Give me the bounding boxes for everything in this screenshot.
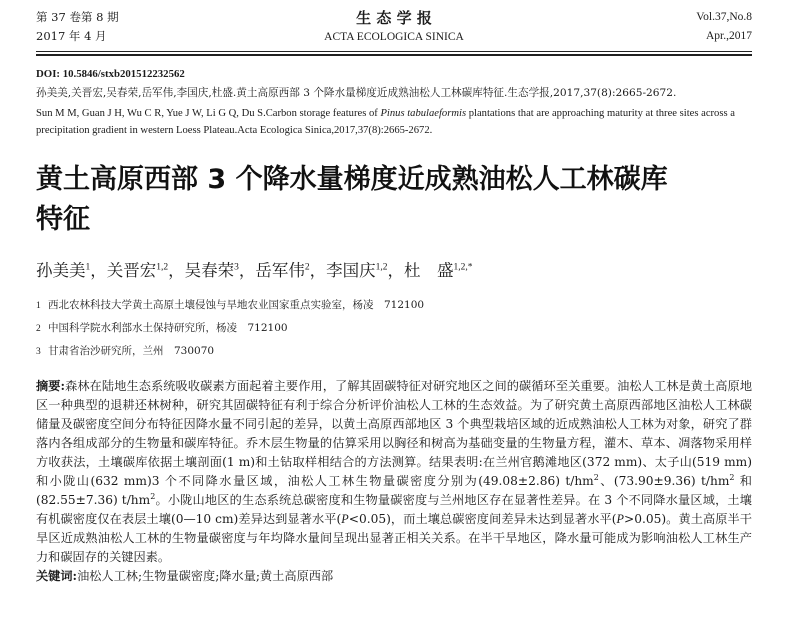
abstract bbox=[36, 377, 752, 586]
abstract-text-segment: >0.05)。黄土高原半干旱区近成熟油松人工林的生物量碳密度与年均降水量间呈现出显著正相关关系。在半干旱地区，降水量可能成为影响油松人工林生产力和碳固存的关键因素。 bbox=[36, 512, 752, 564]
author-name: 孙美美 bbox=[36, 261, 86, 280]
header-right bbox=[696, 8, 752, 46]
header-rule-thin bbox=[36, 51, 752, 52]
volume-number-en: Vol.37,No.8 bbox=[696, 11, 752, 23]
abstract-superscript: 2 bbox=[593, 472, 599, 482]
abstract-text-segment: 和(82.55±7.36) t/hm bbox=[36, 474, 752, 507]
abstract-superscript: 2 bbox=[729, 472, 735, 482]
abstract-text-segment: <0.05)，而土壤总碳密度间差异未达到显著水平( bbox=[348, 512, 617, 526]
paper-title bbox=[36, 160, 752, 240]
abstract-body bbox=[36, 379, 752, 564]
header-left bbox=[36, 8, 119, 46]
affiliation-number: 1 bbox=[36, 301, 41, 311]
author-name: 岳军伟 bbox=[255, 261, 305, 280]
paper-title-line-1: 黄土高原西部 3 个降水量梯度近成熟油松人工林碳库 bbox=[36, 164, 668, 195]
affiliation-line bbox=[36, 317, 752, 340]
citation-chinese: 孙美美,关晋宏,吴春荣,岳军伟,李国庆,杜盛.黄土高原西部 3 个降水量梯度近成熟油松人工林碳库特征.生态学报,2017,37(8):2665-2672. bbox=[36, 87, 677, 99]
header-journal bbox=[216, 8, 572, 46]
keywords-lead: 关键词: bbox=[36, 569, 78, 583]
abstract-paragraph bbox=[36, 377, 752, 567]
author-separator: ， bbox=[387, 261, 404, 280]
author-name: 李国庆 bbox=[326, 261, 376, 280]
abstract-lead: 摘要: bbox=[36, 379, 66, 393]
author-name: 杜 盛 bbox=[404, 261, 454, 280]
author-separator: ， bbox=[309, 261, 327, 280]
citation-english-part-2: plantations that are approaching maturity at three sites across a precipitation gradient in western Loess Plateau.Acta Ecologica Sinica,2017,37(8):2665-2672. bbox=[36, 108, 735, 136]
author-affiliation-marker: 1,2 bbox=[375, 262, 388, 273]
paper-title-line-2: 特征 bbox=[36, 204, 90, 235]
abstract-text-segment: 、(73.90±9.36) t/hm bbox=[598, 474, 730, 488]
author-separator: ， bbox=[90, 261, 107, 280]
abstract-italic-symbol: P bbox=[341, 512, 349, 526]
affiliation-text: 中国科学院水利部水土保持研究所，杨凌 712100 bbox=[48, 322, 288, 334]
abstract-text-segment: 森林在陆地生态系统吸收碳素方面起着主要作用，了解其固碳特征对研究地区之间的碳循环至关重要。油松人工林是黄土高原地区一种典型的退耕还林树种，研究其固碳特征有利于综合分析评价油松人工林的生态效益。为了研究黄土高原西部地区油松人工林碳储量及碳密度空间分布特征因降水量不同引起的差异，以黄土高原西部地区 3 个典型栽培区域的近成熟油松人工林为对象，研究了群落内各组成部分的生物量和碳库特征。乔木层生物量的估算采用以胸径和树高为基础变量的生物量方程，灌木、草本、凋落物采用样方收获法，土壤碳库依据土壤剖面(1 m)和土钻取样相结合的方法测算。结果表明:在兰州官鹅滩地区(372 mm)、太子山(519 mm)和小陇山(632 mm)3 个不同降水量区域，油松人工林生物量碳密度分别为(49.08±2.86) t/hm bbox=[36, 379, 753, 488]
citation-english-species: Pinus tabulaeformis bbox=[380, 108, 467, 119]
abstract-superscript: 2 bbox=[150, 491, 156, 501]
issue-date: 2017 年 4 月 bbox=[36, 29, 107, 43]
keywords bbox=[36, 567, 752, 586]
author-affiliation-marker: 1,2,* bbox=[453, 262, 473, 273]
volume-issue: 第 37 卷第 8 期 bbox=[36, 10, 119, 24]
doi-line: DOI: 10.5846/stxb201512232562 bbox=[36, 68, 185, 80]
abstract-text-segment: 。小陇山地区的生态系统总碳密度和生物量碳密度与兰州地区存在显著性差异。在 3 个不同降水量区域，土壤有机碳密度仅在表层土壤(0—10 cm)差异达到显著水平( bbox=[36, 493, 752, 526]
author-separator: ， bbox=[238, 261, 256, 280]
author-affiliation-marker: 2 bbox=[304, 262, 310, 273]
affiliation-line bbox=[36, 340, 752, 363]
journal-name-en: ACTA ECOLOGICA SINICA bbox=[324, 31, 464, 43]
affiliation-line bbox=[36, 294, 752, 317]
author-name: 吴春荣 bbox=[184, 261, 235, 280]
author-separator: ， bbox=[168, 261, 185, 280]
affiliation-number: 3 bbox=[36, 347, 41, 357]
citation-english-part-1: Sun M M, Guan J H, Wu C R, Yue J W, Li G Q, Du S.Carbon storage features of bbox=[36, 108, 381, 119]
abstract-italic-symbol: P bbox=[616, 512, 624, 526]
author-affiliation-marker: 1 bbox=[85, 262, 91, 273]
citation-english bbox=[36, 105, 752, 139]
keywords-text: 油松人工林;生物量碳密度;降水量;黄土高原西部 bbox=[77, 569, 334, 583]
affiliation-list bbox=[36, 294, 752, 363]
author-affiliation-marker: 1,2 bbox=[156, 262, 169, 273]
affiliation-number: 2 bbox=[36, 324, 41, 334]
affiliation-text: 甘肃省治沙研究所，兰州 730070 bbox=[48, 345, 215, 357]
author-list bbox=[36, 259, 752, 283]
running-header bbox=[36, 8, 752, 48]
author-name: 关晋宏 bbox=[106, 261, 157, 280]
header-rule-thick bbox=[36, 54, 752, 56]
journal-name-cn: 生 态 学 报 bbox=[356, 9, 432, 27]
affiliation-text: 西北农林科技大学黄土高原土壤侵蚀与旱地农业国家重点实验室，杨凌 712100 bbox=[48, 299, 425, 311]
issue-date-en: Apr.,2017 bbox=[706, 30, 752, 42]
author-affiliation-marker: 3 bbox=[234, 262, 239, 273]
